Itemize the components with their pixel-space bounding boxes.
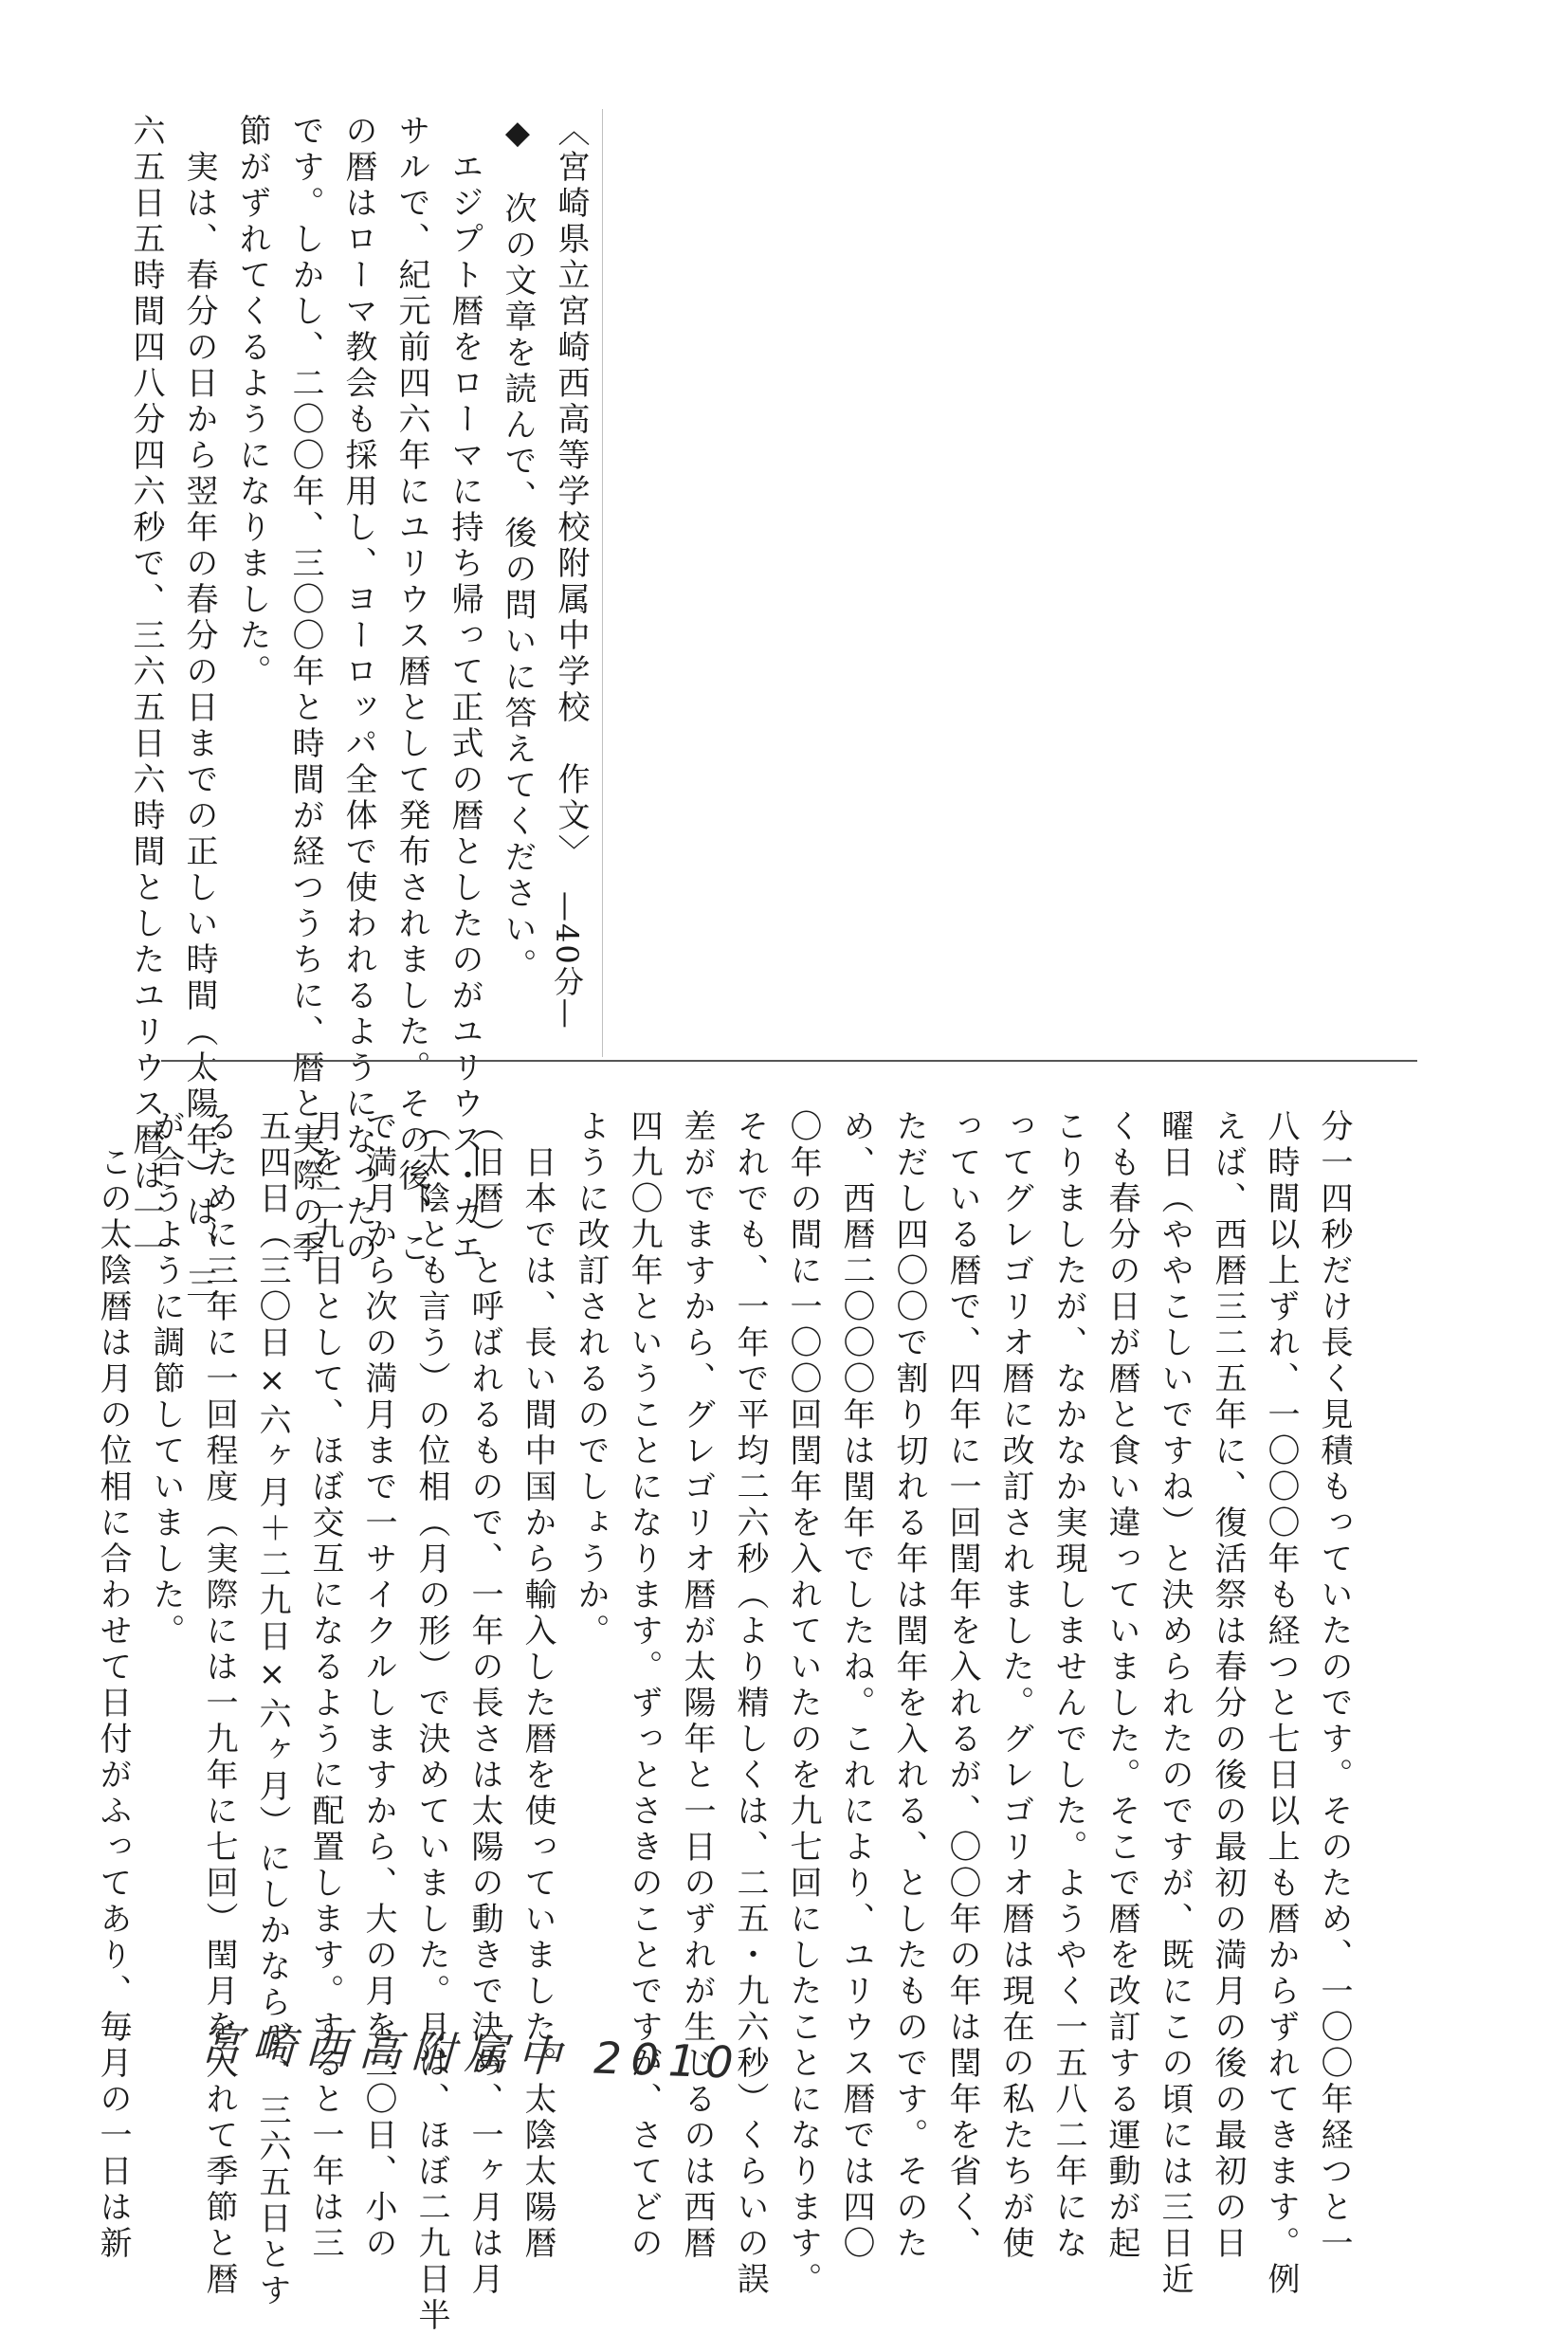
page-edge xyxy=(602,109,611,1057)
top-passage xyxy=(127,114,597,1303)
text-column: くも春分の日が暦と食い違っていました。そこで暦を改訂する運動が起 xyxy=(1103,1109,1140,2262)
text-column: それでも、一年で平均二六秒（より精しくは、二五・九六秒）くらいの誤 xyxy=(731,1109,769,2298)
text-column: 実は、春分の日から翌年の春分の日までの正しい時間（太陽年）は、三 xyxy=(180,114,218,1303)
text-column: るために三年に一回程度（実際には一九年に七回）閏月を入れて季節と暦 xyxy=(200,1109,238,2298)
text-column: が合うように調節していました。 xyxy=(147,1109,185,1650)
text-column: 〈宮崎県立宮崎西高等学校附属中学校 作文〉 xyxy=(552,114,590,870)
time-limit: —40分— xyxy=(549,891,585,1030)
text-column: っている暦で、四年に一回閏年を入れるが、〇〇年の年は閏年を省く、 xyxy=(943,1109,981,2262)
text-column: こりましたが、なかなか実現しませんでした。ようやく一五八二年にな xyxy=(1049,1109,1087,2262)
text-column: サルで、紀元前四六年にユリウス暦として発布されました。その後、こ xyxy=(392,114,430,1267)
text-column: 曜日（ややこしいですね）と決められたのですが、既にこの頃には三日近 xyxy=(1156,1109,1194,2298)
text-column: 節がずれてくるようになりました。 xyxy=(233,114,271,690)
handwritten-text: 宮崎西高附属中 2010 xyxy=(198,2018,744,2088)
text-column: の暦はローマ教会も採用し、ヨーロッパ全体で使われるようになったの xyxy=(339,114,377,1267)
text-column: 四九〇九年ということになります。ずっとさきのことですが、さてどの xyxy=(625,1109,663,2262)
text-column: 六五日五時間四八分四六秒で、三六五日六時間としたユリウス暦は一一 xyxy=(127,114,165,1267)
text-column: ◆ 次の文章を読んで、後の問いに答えてください。 xyxy=(499,114,537,984)
text-column: エジプト暦をローマに持ち帰って正式の暦としたのがユリウス・カエ xyxy=(446,114,483,1267)
text-column: 月を二九日として、ほぼ交互になるように配置します。すると一年は三 xyxy=(306,1109,344,2262)
text-column: 八時間以上ずれ、一〇〇〇年も経つと七日以上も暦からずれてきます。例 xyxy=(1262,1109,1300,2298)
text-column: 日本では、長い間中国から輸入した暦を使っていました。太陰太陽暦 xyxy=(519,1109,556,2262)
text-column: ってグレゴリオ暦に改訂されました。グレゴリオ暦は現在の私たちが使 xyxy=(996,1109,1034,2262)
text-column: め、西暦二〇〇〇年は閏年でしたね。これにより、ユリウス暦では四〇 xyxy=(837,1109,875,2262)
text-column: ただし四〇〇で割り切れる年は閏年を入れる、としたものです。そのた xyxy=(890,1109,928,2262)
top-passage-text xyxy=(119,114,597,1303)
text-column: 五四日（三〇日×六ヶ月＋二九日×六ヶ月）にしかならず、三六五日とす xyxy=(253,1109,291,2309)
text-column: 差がでますから、グレゴリオ暦が太陽年と一日のずれが生じるのは西暦 xyxy=(678,1109,716,2262)
text-column: （旧暦）と呼ばれるもので、一年の長さは太陽の動きで決め、一ヶ月は月 xyxy=(465,1109,503,2298)
text-column: えば、西暦三二五年に、復活祭は春分の後の最初の満月の後の最初の日 xyxy=(1209,1109,1247,2262)
text-column: ように改訂されるのでしょうか。 xyxy=(572,1109,610,1650)
text-column: 分一四秒だけ長く見積もっていたのです。そのため、一〇〇年経つと一 xyxy=(1315,1109,1353,2262)
text-column: です。しかし、二〇〇年、三〇〇年と時間が経つうちに、暦と実際の季 xyxy=(286,114,324,1267)
text-column: この太陰暦は月の位相に合わせて日付がふってあり、毎月の一日は新 xyxy=(94,1109,132,2262)
section-divider xyxy=(161,1060,1417,1062)
text-column: で満月から次の満月まで一サイクルしますから、大の月を三〇日、小の xyxy=(359,1109,397,2262)
text-column: （太陰とも言う）の位相（月の形）で決めていました。月は、ほぼ二九日半 xyxy=(412,1109,450,2334)
text-column: 〇年の間に一〇〇回閏年を入れていたのを九七回にしたことになります。 xyxy=(784,1109,822,2298)
